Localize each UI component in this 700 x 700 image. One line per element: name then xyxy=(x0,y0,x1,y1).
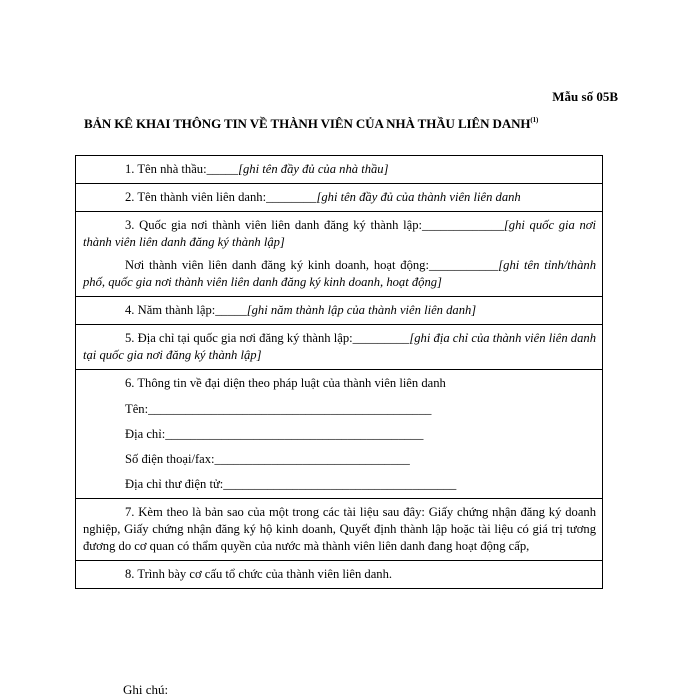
table-row xyxy=(76,370,603,499)
country-blank: _____________ xyxy=(422,218,504,232)
member-name-blank: ________ xyxy=(266,190,317,204)
founding-year-line xyxy=(83,302,596,319)
founding-year-hint: [ghi năm thành lập của thành viên liên danh] xyxy=(246,303,477,317)
row-country xyxy=(76,212,603,297)
row-org-structure xyxy=(76,561,603,589)
member-info-table xyxy=(75,155,603,589)
row-member-name xyxy=(76,184,603,212)
representative-title: 6. Thông tin về đại diện theo pháp luật của thành viên liên danh xyxy=(125,376,446,390)
row-attached-documents xyxy=(76,499,603,561)
row-founding-year xyxy=(76,297,603,325)
note-label: Ghi chú: xyxy=(123,682,169,697)
table-row xyxy=(76,561,603,589)
business-place-line xyxy=(83,257,596,291)
attached-documents-text: 7. Kèm theo là bản sao của một trong các tài liệu sau đây: Giấy chứng nhận đăng ký doanh nghiệp, Giấy chứng nhận đăng ký hộ kinh doanh, Quyết định thành lập hoặc tài liệu có giá trị tương đương do cơ quan có thẩm quyền của nước mà thành viên liên danh đang hoạt động cấp, xyxy=(83,505,596,553)
org-structure-text: 8. Trình bày cơ cấu tổ chức của thành viên liên danh. xyxy=(125,567,393,581)
representative-address-line: Địa chỉ:_________________________________________ xyxy=(125,427,424,441)
country-line xyxy=(83,217,596,251)
member-name-line xyxy=(83,189,596,206)
registered-address-label: 5. Địa chỉ tại quốc gia nơi đăng ký thành lập: xyxy=(125,331,353,345)
representative-phone-line: Số điện thoại/fax:_______________________________ xyxy=(125,452,410,466)
representative-name-line: Tên:_____________________________________________ xyxy=(125,402,432,416)
business-place-blank: ___________ xyxy=(428,258,499,272)
country-label: 3. Quốc gia nơi thành viên liên danh đăng ký thành lập: xyxy=(125,218,423,232)
row-legal-representative xyxy=(76,370,603,499)
table-row xyxy=(76,184,603,212)
table-row xyxy=(76,325,603,370)
row-contractor-name xyxy=(76,156,603,184)
registered-address-hint: [ghi địa chỉ của thành viên liên danh tại quốc gia nơi đăng ký thành lập] xyxy=(83,331,596,362)
form-code: Mẫu số 05B xyxy=(552,89,618,104)
table-row xyxy=(76,156,603,184)
document-title xyxy=(84,116,538,132)
member-name-label: 2. Tên thành viên liên danh: xyxy=(125,190,267,204)
representative-email-line: Địa chỉ thư điện tử:_____________________________________ xyxy=(125,477,457,491)
founding-year-blank: _____ xyxy=(215,303,247,317)
table-row xyxy=(76,212,603,297)
registered-address-blank: _________ xyxy=(352,331,410,345)
title-text: BẢN KÊ KHAI THÔNG TIN VỀ THÀNH VIÊN CỦA NHÀ THẦU LIÊN DANH xyxy=(84,116,531,131)
row-registered-address xyxy=(76,325,603,370)
country-hint: [ghi quốc gia nơi thành viên liên danh đăng ký thành lập] xyxy=(83,218,596,249)
contractor-name-line xyxy=(83,161,596,178)
table-row xyxy=(76,499,603,561)
contractor-name-label: 1. Tên nhà thầu: xyxy=(125,162,207,176)
table-row xyxy=(76,297,603,325)
member-name-hint: [ghi tên đầy đủ của thành viên liên danh xyxy=(316,190,521,204)
registered-address-line xyxy=(83,330,596,364)
contractor-name-hint: [ghi tên đầy đủ của nhà thầu] xyxy=(238,162,389,176)
founding-year-label: 4. Năm thành lập: xyxy=(125,303,216,317)
business-place-label: Nơi thành viên liên danh đăng ký kinh doanh, hoạt động: xyxy=(125,258,429,272)
representative-fields xyxy=(83,401,596,493)
contractor-name-blank: _____ xyxy=(206,162,239,176)
business-place-hint: [ghi tên tỉnh/thành phố, quốc gia nơi thành viên liên danh đăng ký kinh doanh, hoạt động] xyxy=(83,258,596,289)
title-footnote-marker: (1) xyxy=(530,116,539,124)
